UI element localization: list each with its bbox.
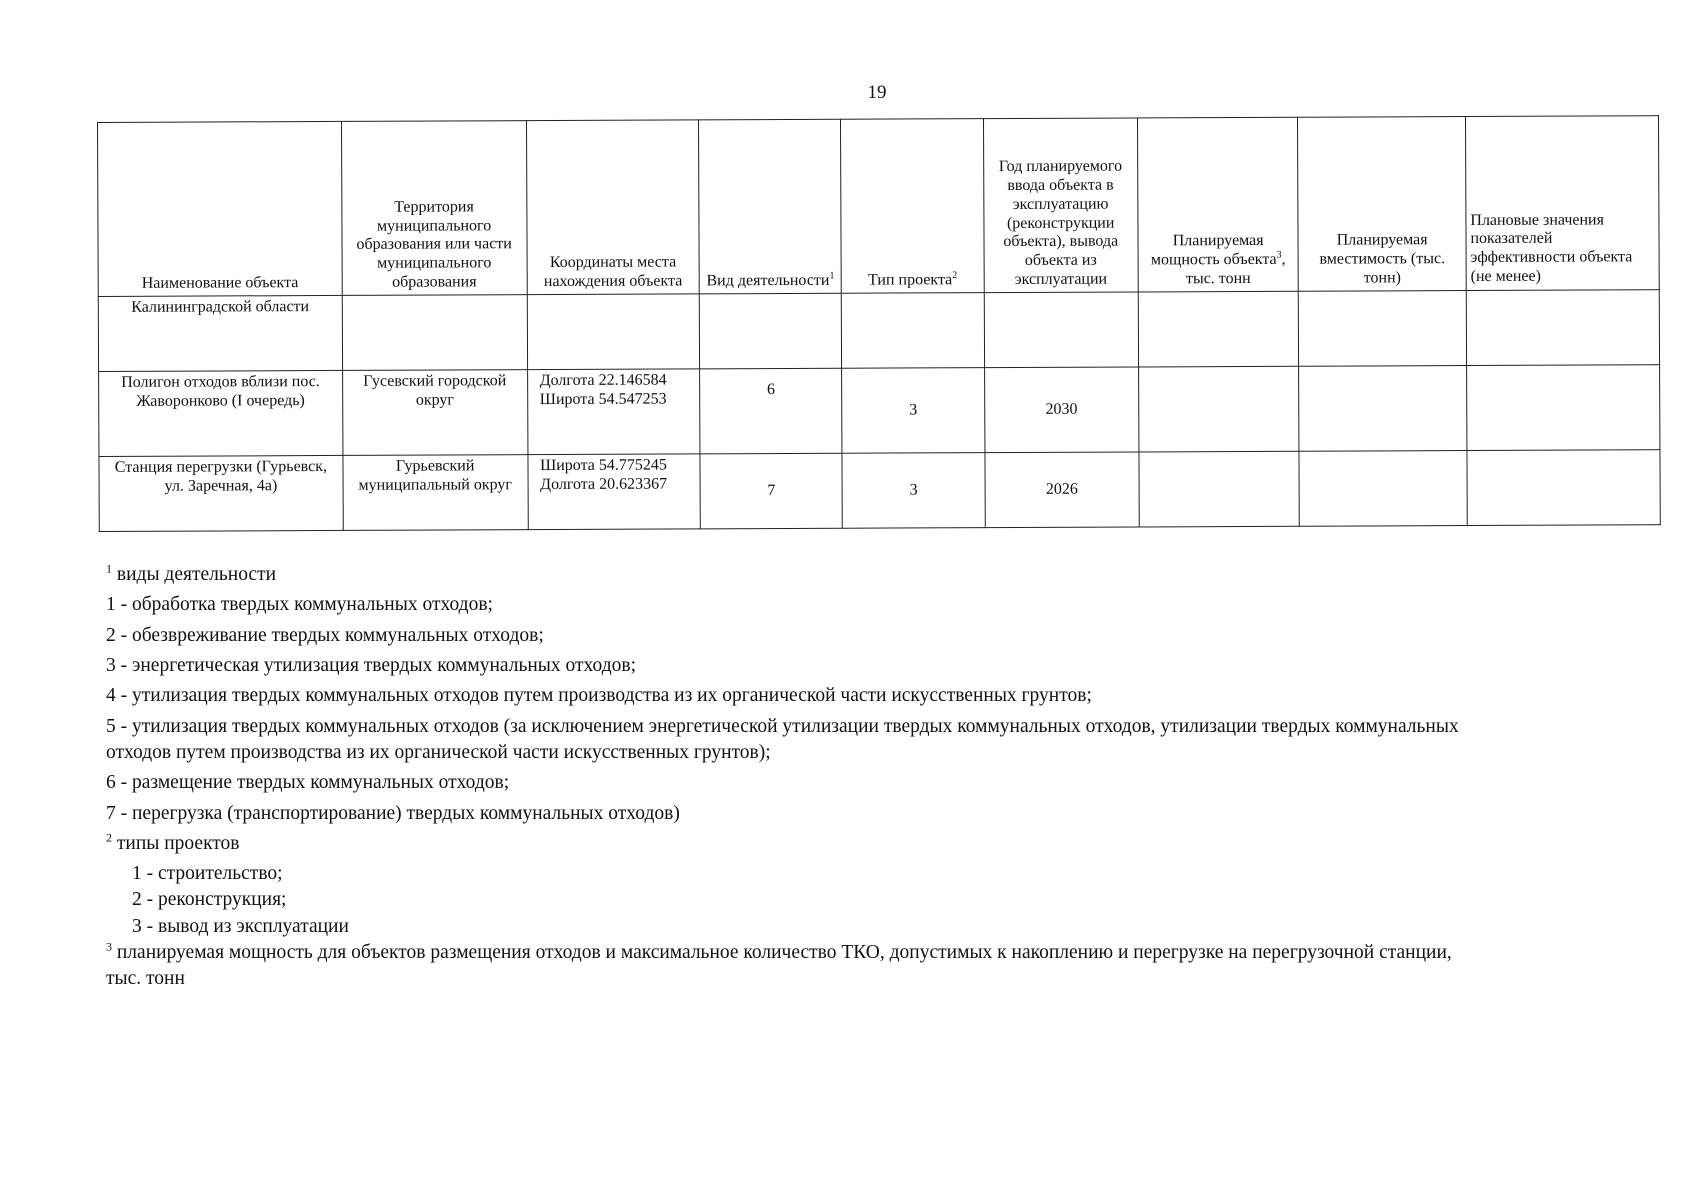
header-project-type [841,119,984,294]
page-number: 19 [867,82,887,103]
activity-item: 4 - утилизация твердых коммунальных отходов путем производства из их органической части искусственных грунтов; [106,685,1092,707]
activity-item: 2 - обезвреживание твердых коммунальных отходов; [106,624,544,646]
empty-cell [1299,291,1467,367]
type-item: 1 - строительство; [132,863,283,885]
empty-cell [1466,290,1659,366]
row-year-cell: 2026 [984,452,1139,528]
header-indicators: Плановые значения показателей эффективности объекта (не менее) [1465,116,1659,291]
types-title [106,831,1486,857]
header-volume: Планируемая вместимость (тыс. тонн) [1298,117,1466,292]
activity-item: 6 - размещение твердых коммунальных отходов; [106,772,510,794]
row-coords-cell [528,454,701,530]
header-capacity-tail: , тыс. тонн [1185,251,1286,288]
objects-table [97,115,1661,532]
activity-item: 5 - утилизация твердых коммунальных отходов (за исключением энергетической утилизации твердых коммунальных отходов, утилизации твердых коммунальных отходов путем производства из их органической части искусственных грунтов); [106,715,1459,763]
header-coords: Координаты места нахождения объекта [526,120,699,295]
type-item: 3 - вывод из эксплуатации [132,915,349,937]
empty-cell [1138,291,1299,367]
region-name-cell: Калининградской области [98,295,342,371]
row-territory-cell: Гусевский городской округ [342,370,527,456]
type-item: 2 - реконструкция; [132,889,287,911]
table-row [99,365,1660,457]
header-activity-text: Вид деятельности [706,271,830,290]
objects-table-container [97,122,1659,532]
activity-item: 1 - обработка твердых коммунальных отходов; [106,594,493,616]
header-project-type-text: Тип проекта [868,271,953,289]
activities-title [106,562,1486,588]
row-project-type-cell: 3 [842,368,985,454]
row-volume-cell [1299,366,1467,452]
empty-cell [699,293,841,369]
row-indicators-cell [1467,450,1660,526]
row-project-type-cell: 3 [842,453,984,529]
empty-cell [342,295,527,371]
footnote-mark: 3 [106,939,112,954]
row-capacity-cell [1139,451,1300,527]
coord-line: Широта 54.775245 [540,456,667,475]
header-activity [699,119,842,294]
header-capacity-sup: 3 [1276,249,1282,261]
activity-item: 7 - перегрузка (транспортирование) твердых коммунальных отходов) [106,802,680,824]
header-capacity [1137,117,1298,292]
activities-title-text: виды деятельности [116,564,277,585]
row-activity-cell: 6 [700,368,843,454]
footnotes [106,562,1486,997]
table-region-row [98,290,1659,372]
row-capacity-cell [1138,366,1299,452]
header-territory: Территория муниципального образования или части муниципального образования [341,121,527,296]
footnote-mark: 1 [106,561,112,576]
empty-cell [842,293,984,369]
capacity-note [106,940,1486,993]
capacity-note-text: планируемая мощность для объектов размещения отходов и максимальное количество ТКО, допустимых к накоплению и перегрузке на перегрузочной станции, тыс. тонн [106,942,1452,990]
types-title-text: типы проектов [116,832,240,854]
footnote-mark: 2 [106,830,112,845]
row-coords-cell [527,369,700,455]
row-indicators-cell [1466,365,1659,451]
coord-line: Широта 54.547253 [539,390,667,408]
header-name: Наименование объекта [98,121,342,296]
empty-cell [527,294,700,370]
row-volume-cell [1299,451,1467,527]
row-territory-cell: Гурьевский муниципальный округ [343,455,528,531]
header-year: Год планируемого ввода объекта в эксплуатацию (реконструкции объекта), вывода объекта из эксплуатации [983,118,1138,293]
header-project-type-sup: 2 [952,270,958,282]
header-activity-sup: 1 [829,270,835,282]
activity-item: 3 - энергетическая утилизация твердых коммунальных отходов; [106,654,637,676]
coord-line: Долгота 22.146584 [539,371,667,390]
empty-cell [984,292,1139,368]
row-activity-cell: 7 [700,453,842,529]
row-year-cell: 2030 [984,367,1139,453]
row-name-cell: Полигон отходов вблизи пос. Жаворонково (I очередь) [99,370,343,456]
coord-line: Долгота 20.623367 [540,475,668,493]
table-header-row [98,116,1660,297]
table-row [99,450,1660,532]
header-capacity-text: Планируемая мощность объекта [1150,232,1277,269]
row-name-cell: Станция перегрузки (Гурьевск, ул. Заречная, 4а) [99,455,343,531]
